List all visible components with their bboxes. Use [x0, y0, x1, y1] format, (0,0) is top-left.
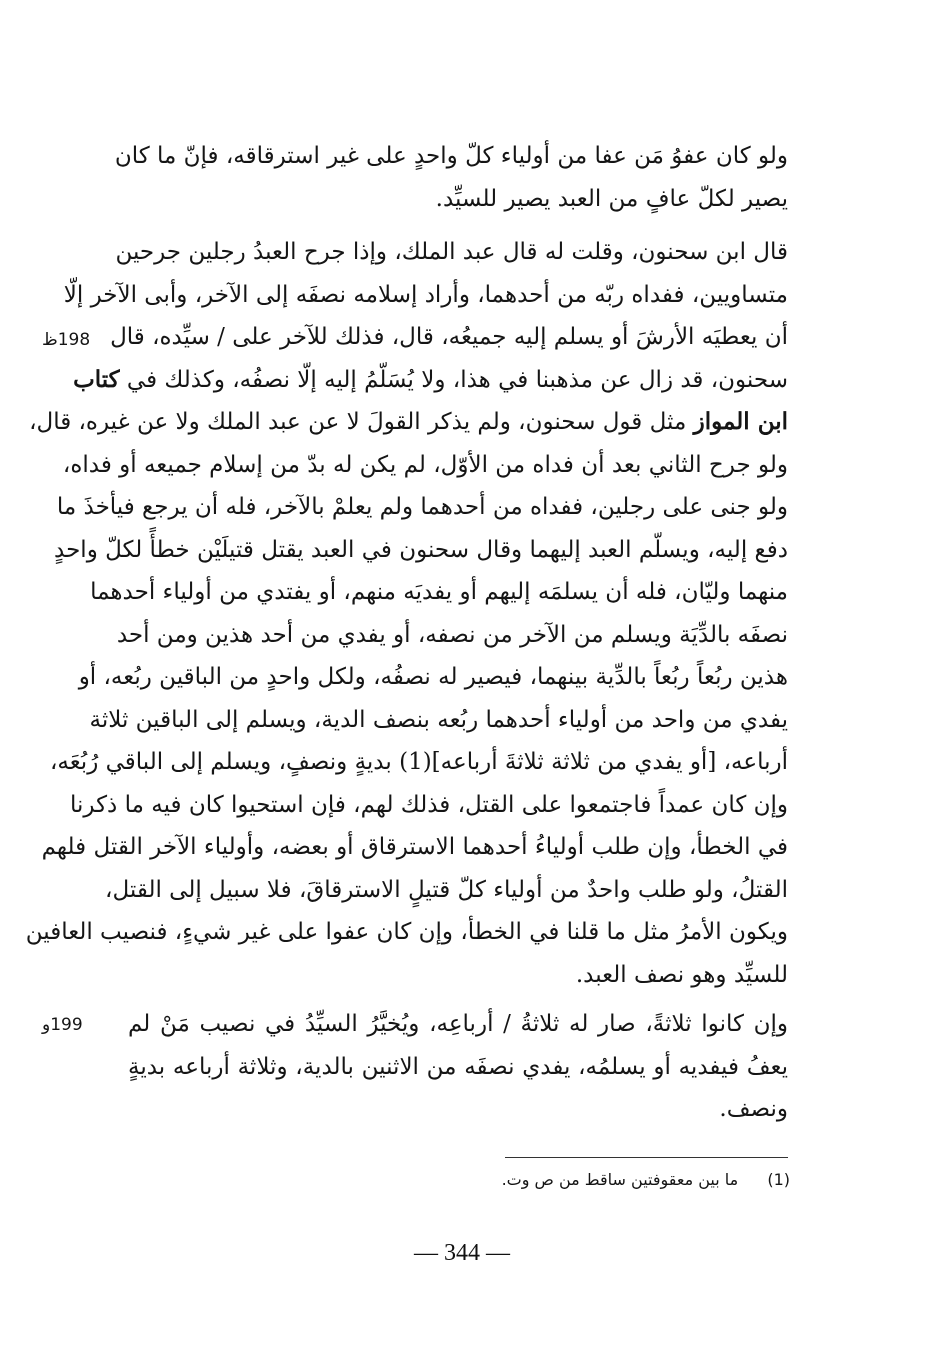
- text-line: ويكون الأمرُ مثل ما قلنا في الخطأ، وإن كان عفوا على غير شيءٍ، فنصيب العافين: [25, 919, 788, 945]
- text-line: أن يعطيَه الأرشَ أو يسلم إليه جميعُه، قال، فذلك للآخر على / سيِّده، قال: [110, 324, 788, 350]
- book-title-text: كتاب: [73, 365, 120, 393]
- text-line: ولو جنى على رجلين، ففداه من أحدهما ولم يعلمْ بالآخر، فله أن يرجع فيأخذَ ما: [56, 494, 788, 520]
- text-line: ولو جرح الثاني بعد أن فداه من الأوّل، لم يكن له بدّ من إسلام جميعه أو فداه،: [62, 451, 788, 478]
- footnote-text: ما بين معقوفتين ساقط من ص وت.: [501, 1170, 739, 1189]
- text-line: ابن المواز مثل قول سحنون، ولم يذكر القولَ لا عن عبد الملك ولا عن غيره، قال،: [29, 408, 788, 435]
- text-line: سحنون، قد زال عن مذهبنا في هذا، ولا يُسَلّمُ إليه إلّا نصفُه، وكذلك في كتاب: [73, 365, 788, 393]
- text-line: قال ابن سحنون، وقلت له قال عبد الملك، وإذا جرح العبدُ رجلين جرحين: [115, 239, 788, 265]
- footnote-divider: [505, 1157, 788, 1158]
- text-line: يفدي من واحد من أولياء أحدهما ربُعه بنصف الدية، ويسلم إلى الباقين ثلاثة: [89, 706, 788, 733]
- text-line: وإن كانوا ثلاثةً، صار له ثلاثةُ / أرباعِه، ويُخيَّرُ السيِّدُ في نصيب مَنْ لم: [128, 1011, 788, 1037]
- paragraph-3: [128, 1003, 788, 1131]
- footnote: [460, 1168, 790, 1192]
- text-line: ولو كان عفوُ مَن عفا من أولياء كلّ واحدٍ على غير استرقاقه، فإنّ ما كان: [114, 143, 788, 169]
- manuscript-folio-marker: 199و: [42, 1015, 83, 1035]
- text-line: يصير لكلّ عافٍ من العبد يصير للسيِّد.: [435, 185, 788, 212]
- manuscript-folio-marker: 198ظ: [42, 330, 91, 350]
- text-line: نصفَه بالدِّيَة ويسلم من الآخر من نصفه، أو يفدي من أحد هذين ومن أحد: [116, 621, 788, 648]
- page-number: — 344 —: [414, 1240, 510, 1266]
- book-title-text: ابن المواز: [693, 408, 788, 435]
- footnote-number: (1): [767, 1170, 790, 1189]
- text-line: القتلُ، ولو طلب واحدٌ من أولياء كلّ قتيلٍ الاسترقاقَ، فلا سبيل إلى القتل،: [105, 876, 788, 903]
- text-line: هذين ربُعاً ربُعاً بالدِّية بينهما، فيصير له نصفُه، ولكل واحدٍ من الباقين ربُعه، أو: [78, 664, 788, 690]
- text-line: في الخطأ، وإن طلب أولياءُ أحدهما الاسترقاق أو بعضه، وأولياء الآخر القتل فلهم: [41, 834, 788, 860]
- text-line: دفع إليه، ويسلّم العبد إليهما وقال سحنون في العبد يقتل قتيلَيْن خطأً لكلّ واحدٍ: [54, 536, 788, 563]
- text-line: منهما وليّان، فله أن يسلمَه إليهم أو يفديَه منهم، أو يفتدي من أولياء أحدهما: [90, 579, 788, 605]
- text-line: ونصف.: [719, 1096, 788, 1122]
- text-line: أرباعه، [أو يفدي من ثلاثة ثلاثةَ أرباعه](1) بديةٍ ونصفٍ، ويسلم إلى الباقي رُبُعَه،: [49, 749, 788, 775]
- paragraph-1: [114, 135, 788, 220]
- text-line: يعفُ فيفديه أو يسلمُه، يفدي نصفَه من الاثنين بالدية، وثلاثة أرباعه بديةٍ: [128, 1053, 788, 1080]
- text-line: للسيِّد وهو نصف العبد.: [575, 961, 788, 988]
- text-line: متساويين، ففداه ربّه من أحدهما، وأراد إسلامه نصفَه إلى الآخر، وأبى الآخر إلّا: [63, 281, 788, 308]
- text-line: وإن كان عمداً فاجتمعوا على القتل، فذلك لهم، فإن استحيوا كان فيه ما ذكرنا: [70, 791, 788, 818]
